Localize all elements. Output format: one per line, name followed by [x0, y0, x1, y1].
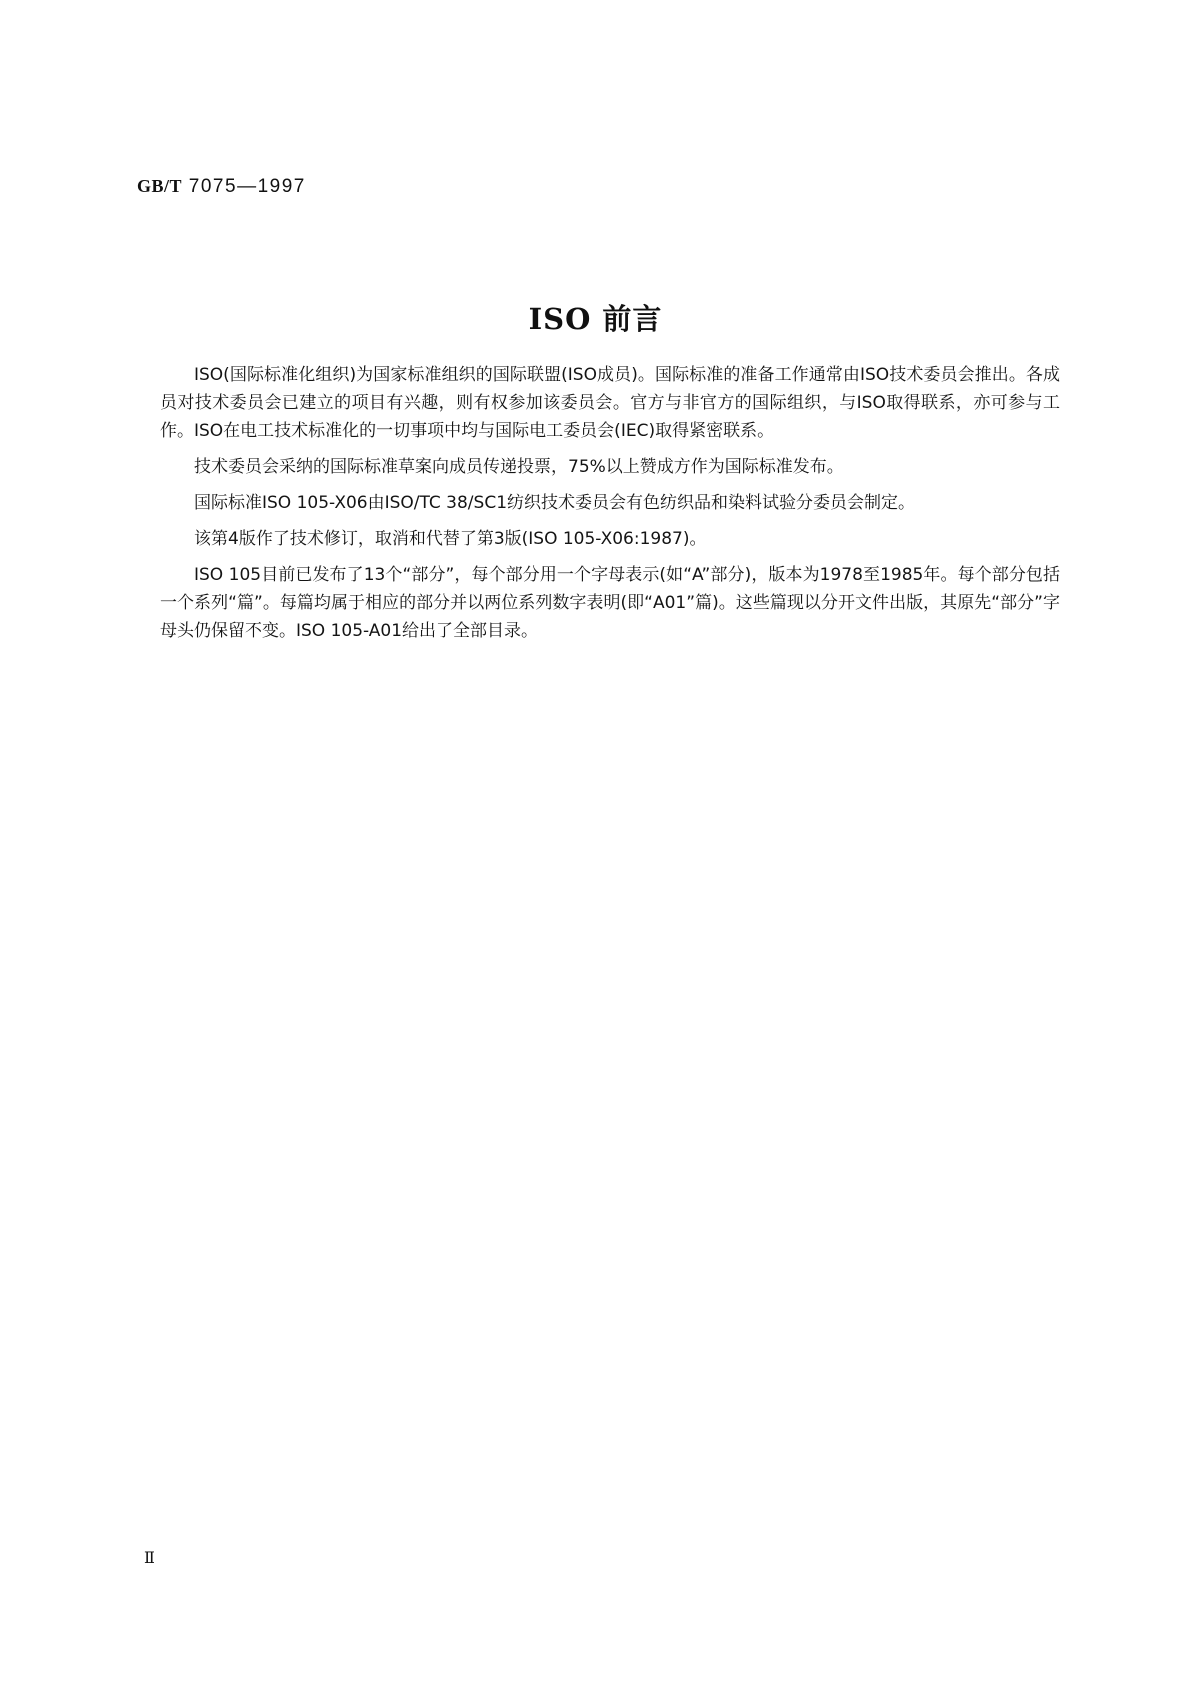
paragraph-edition: 该第4版作了技术修订，取消和代替了第3版(ISO 105-X06:1987)。 [194, 529, 707, 549]
standard-prefix: GB/T [137, 176, 183, 196]
paragraph-parts: ISO 105目前已发布了13个“部分”，每个部分用一个字母表示(如“A”部分)，版本为1978至1985年。每个部分包括一个系列“篇”。每篇均属于相应的部分并以两位系列数字表明(即“A01”篇)。这些篇现以分开文件出版，其原先“部分”字母头仍保留不变。ISO 105-A01给出了全部目录。 [160, 565, 1060, 641]
standard-number [137, 176, 306, 198]
standard-code: 7075—1997 [188, 176, 306, 197]
paragraph-iso-intro: ISO(国际标准化组织)为国家标准组织的国际联盟(ISO成员)。国际标准的准备工作通常由ISO技术委员会推出。各成员对技术委员会已建立的项目有兴趣，则有权参加该委员会。官方与非官方的国际组织，与ISO取得联系，亦可参与工作。ISO在电工技术标准化的一切事项中均与国际电工委员会(IEC)取得紧密联系。 [160, 365, 1060, 441]
paragraph-committee: 国际标准ISO 105-X06由ISO/TC 38/SC1纺织技术委员会有色纺织品和染料试验分委员会制定。 [194, 493, 916, 513]
page-number: Ⅱ [144, 1550, 155, 1567]
foreword-body [160, 361, 1060, 653]
paragraph-voting: 技术委员会采纳的国际标准草案向成员传递投票，75%以上赞成方作为国际标准发布。 [194, 457, 844, 477]
page-title: ISO 前言 [528, 302, 663, 336]
